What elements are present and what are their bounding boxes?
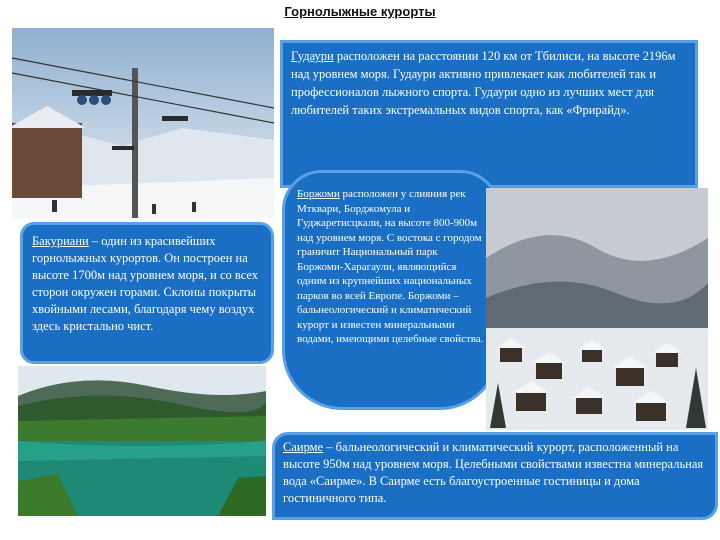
sairme-name: Саирме xyxy=(283,440,324,454)
bakuriani-text: – один из красивейших горнолыжных курортов. Он построен на высоте 1700м над уровнем моря, и со всех сторон окружен горами. Склоны покрыты хвойными лесами, благодаря чему воздух здесь кристально чист. xyxy=(32,234,259,333)
lake-photo xyxy=(18,366,266,516)
borjomi-panel xyxy=(282,170,500,410)
page-title: Горнолыжные курорты xyxy=(284,4,436,19)
sairme-panel xyxy=(272,432,718,520)
borjomi-town-photo xyxy=(486,188,708,430)
borjomi-name: Боржоми xyxy=(297,188,340,200)
gudauri-panel xyxy=(280,40,698,188)
bakuriani-name: Бакуриани xyxy=(32,234,89,248)
bakuriani-panel xyxy=(20,222,274,364)
gudauri-name: Гудаури xyxy=(291,49,334,63)
ski-lift-photo xyxy=(12,28,274,218)
gudauri-text: расположен на расстоянии 120 км от Тбилиси, на высоте 2196м над уровнем моря. Гудаури активно привлекает как любителей так и профессионалов лыжного спорта. Гудаури одно из лучших мест для любителей таких экстремальных видов спорта, как «Фрирайд». xyxy=(291,49,676,117)
borjomi-text: расположен у слияния рек Мтквари, Борджомула и Гуджаретисцкали, на высоте 800-900м над уровнем моря. С востока с городом граничит Национальный парк Боржоми-Харагаули, являющийся одним из крупнейших национальных парков во всей Европе. Боржоми – бальнеологический и климатический курорт и известен минеральными водами, имеющими целебные свойства. xyxy=(297,188,484,345)
sairme-text: – бальнеологический и климатический курорт, расположенный на высоте 950м над уровнем моря. Целебными свойствами известна минеральная вода «Саирме». В Саирме есть благоустроенные гостиницы и дома гостиничного типа. xyxy=(283,440,704,505)
